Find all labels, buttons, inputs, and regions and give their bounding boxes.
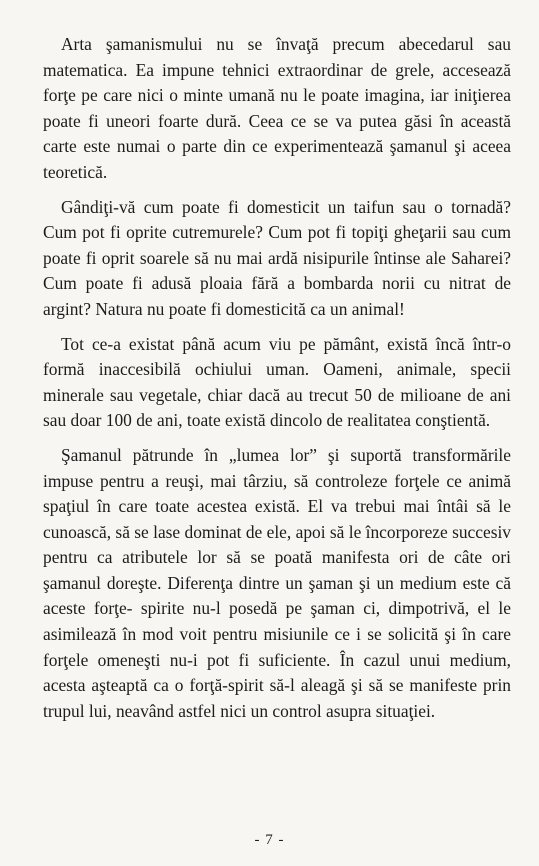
page-number: - 7 - <box>254 832 285 848</box>
paragraph-3: Tot ce-a existat până acum viu pe pământ, există încă într-o formă inaccesibilă ochiului uman. Oameni, animale, specii minerale sau vegetale, chiar dacă au trecut 50 de milioane de ani sau doar 100 de ani, toate există dincolo de realitatea conştientă. <box>43 333 511 431</box>
paragraph-1: Arta şamanismului nu se învaţă precum abecedarul sau matematica. Ea impune tehnici extraordinar de grele, accesează forţe pe care nici o minte umană nu le poate imagina, iar iniţierea poate fi uneori foarte dură. Ceea ce se va putea găsi în această carte este numai o parte din ce experimentează şamanul şi aceea teoretică. <box>43 34 511 182</box>
paragraph-4: Şamanul pătrunde în „lumea lor” şi suportă transformările impuse pentru a reuşi, mai târziu, să controleze forţele ce animă spaţiul în care toate acestea există. El va trebui mai întâi să le cunoască, să se lase dominat de ele, apoi să le încorporeze succesiv pentru ca atributele lor să se poată manifesta ori de câte ori şamanul doreşte. Diferenţa dintre un şaman şi un medium este că aceste forţe- spirite nu-l posedă pe şaman ci, dimpotrivă, el le asimilează în mod voit pentru misiunile ce i se solicită şi în care forţele omeneşti nu-i pot fi suficiente. În cazul unui medium, acesta aşteaptă ca o forţă-spirit să-l aleagă şi să se manifeste prin trupul lui, neavând astfel nici un control asupra situaţiei. <box>43 444 511 721</box>
paragraph-2: Gândiţi-vă cum poate fi domesticit un taifun sau o tornadă? Cum pot fi oprite cutremurele? Cum pot fi topiţi gheţarii sau cum poate fi oprit soarele să nu mai ardă nisipurile întinse ale Saharei? Cum poate fi adusă ploaia fără a bombarda norii cu nitrat de argint? Natura nu poate fi domesticită ca un animal! <box>43 196 511 319</box>
